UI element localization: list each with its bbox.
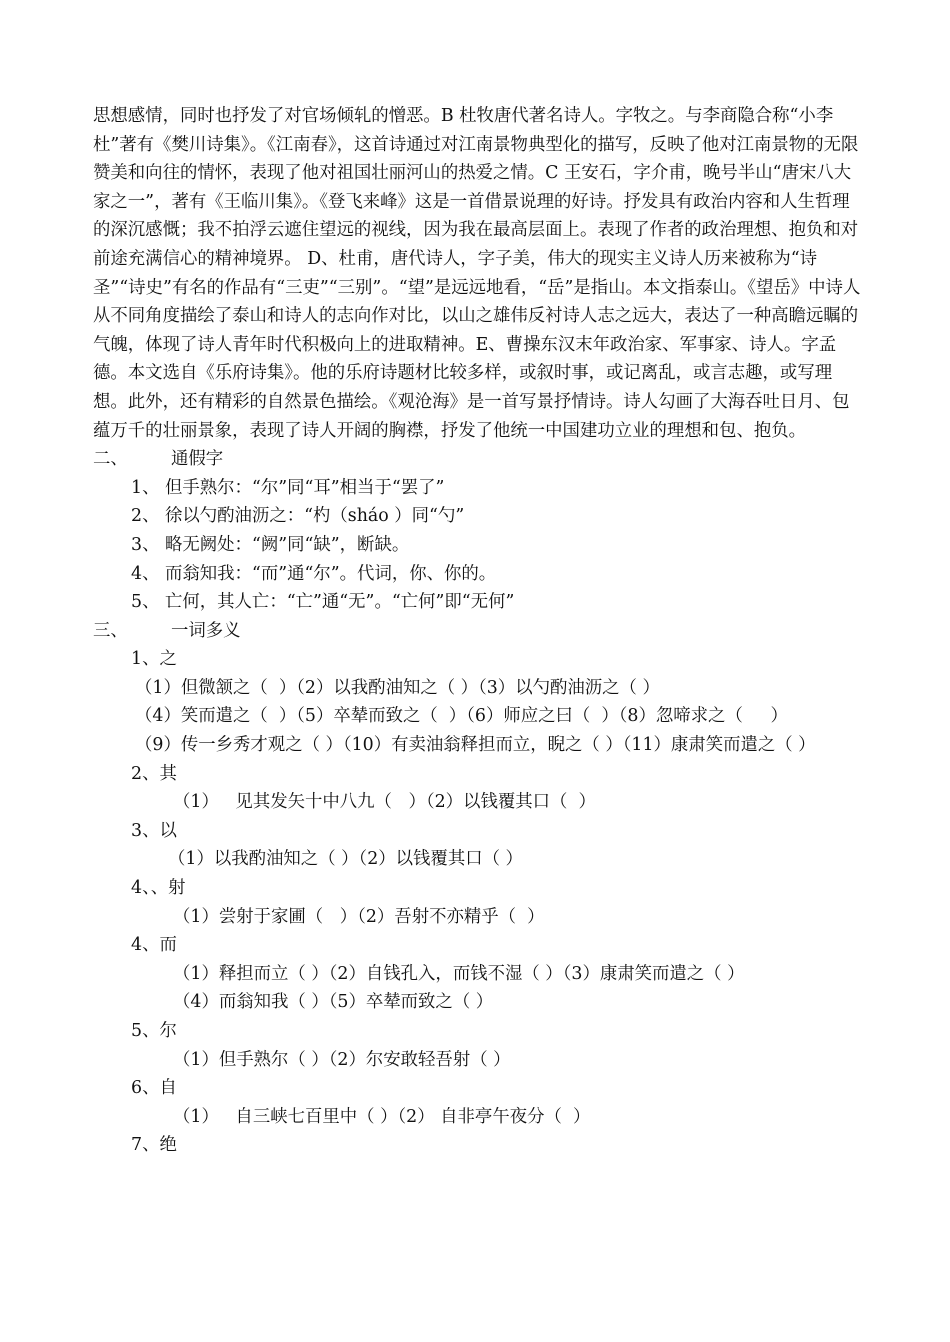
exercise-line: （1）释担而立（ ）（2）自钱孔入，而钱不湿（ ）（3）康肃笑而遣之（ ）: [173, 963, 745, 984]
exercise-line-wrapped: （9）传一乡秀才观之（ ）（10）有卖油翁释担而立，睨之（ ）（11）康肃笑而遣之（ ）: [135, 735, 816, 756]
exercise-line: （1）但微颔之（ ）（2）以我酌油知之（ ）（3）以勺酌油沥之（ ）: [135, 677, 660, 698]
word-heading: 6、自: [131, 1078, 177, 1099]
word-heading: 4、、射: [131, 878, 186, 899]
section-title: 通假字: [171, 449, 224, 470]
exercise-line: （1）以我酌油知之（ ）（2）以钱覆其口（ ）: [168, 849, 523, 870]
document-page: [93, 102, 863, 1160]
list-item: 5、 亡何，其人亡：“亡”通“无”。“亡何”即“无何”: [131, 592, 515, 613]
exercise-line: （1） 见其发矢十中八九（ ）（2）以钱覆其口（ ）: [173, 792, 596, 813]
list-item: 3、 略无阙处：“阙”同“缺”，断缺。: [131, 534, 410, 555]
exercise-line: （4）而翁知我（ ）（5）卒辇而致之（ ）: [173, 992, 494, 1013]
intro-paragraph: 思想感情，同时也抒发了对官场倾轧的憎恶。B 杜牧唐代著名诗人。字牧之。与李商隐合称“小李杜”著有《樊川诗集》。《江南春》，这首诗通过对江南景物典型化的描写，反映了他对江南景物的无限赞美和向往的情怀，表现了他对祖国壮丽河山的热爱之情。C 王安石，字介甫，晚号半山“唐宋八大家之一”，著有《王临川集》。《登飞来峰》这是一首借景说理的好诗。抒发具有政治内容和人生哲理的深沉感慨；我不拍浮云遮住望远的视线，因为我在最高层面上。表现了作者的政治理想、抱负和对前途充满信心的精神境界。 D、杜甫，唐代诗人，字子美，伟大的现实主义诗人历来被称为“诗圣”“诗史”有名的作品有“三吏”“三别”。“望”是远远地看，“岳”是指山。本文指泰山。《望岳》中诗人从不同角度描绘了泰山和诗人的志向作对比，以山之雄伟反衬诗人志之远大，表达了一种高瞻远瞩的气魄，体现了诗人青年时代积极向上的进取精神。E、曹操东汉末年政治家、军事家、诗人。字孟德。本文选自《乐府诗集》。他的乐府诗题材比较多样，或叙时事，或记离乱，或言志趣，或写理想。此外，还有精彩的自然景色描绘。《观沧海》是一首写景抒情诗。诗人勾画了大海吞吐日月、包蕴万千的壮丽景象，表现了诗人开阔的胸襟，抒发了他统一中国建功立业的理想和包、抱负。: [93, 106, 861, 441]
exercise-line: （1）尝射于家圃（ ）（2）吾射不亦精乎（ ）: [173, 906, 545, 927]
section-heading-tongjiazi: [93, 445, 863, 474]
word-heading: 1、之: [131, 649, 177, 670]
word-heading: 5、尔: [131, 1021, 177, 1041]
exercise-line: （1）但手熟尔（ ）（2）尔安敢轻吾射（ ）: [173, 1049, 511, 1070]
list-item: 2、 徐以勺酌油沥之：“杓（sháo ）同“勺”: [131, 506, 465, 527]
list-item: 1、 但手熟尔：“尔”同“耳”相当于“罢了”: [131, 477, 445, 498]
word-heading: 7、绝: [131, 1135, 177, 1156]
word-heading: 3、以: [131, 820, 177, 841]
list-item: 4、 而翁知我：“而”通“尔”。代词，你、你的。: [131, 563, 497, 584]
section-number: 二、: [93, 449, 128, 470]
exercise-line: （4）笑而遣之（ ）（5）卒辇而致之（ ）（6）师应之曰（ ）（8）忽啼求之（ ）: [135, 706, 788, 727]
exercise-line: （1） 自三峡七百里中（ ）（2） 自非亭午夜分（ ）: [173, 1106, 591, 1127]
section-title: 一词多义: [171, 620, 241, 641]
section-number: 三、: [93, 620, 128, 641]
word-heading: 4、而: [131, 935, 177, 956]
section-heading-yiciduoyi: [93, 617, 863, 646]
word-heading: 2、其: [131, 763, 177, 784]
